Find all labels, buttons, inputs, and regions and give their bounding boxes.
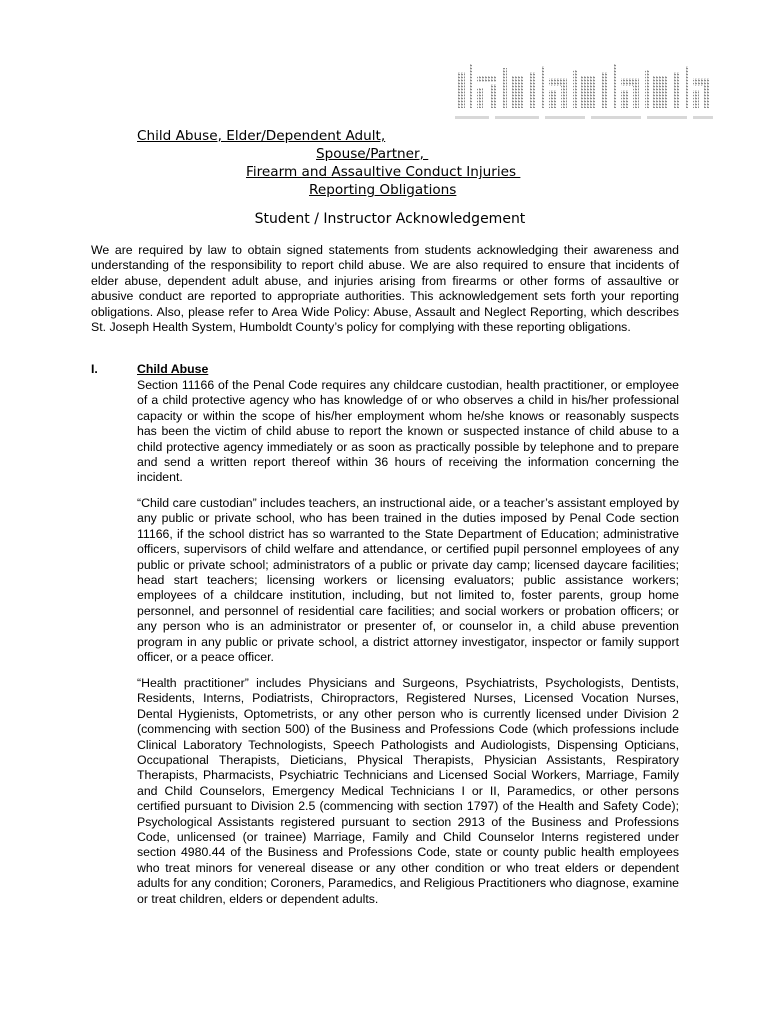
document-subtitle: Student / Instructor Acknowledgement <box>254 211 526 227</box>
title-line-1: Child Abuse, Elder/Dependent Adult, <box>137 128 386 144</box>
section-heading: Child Abuse <box>137 362 209 376</box>
section-paragraph-2: “Child care custodian” includes teachers, an instructional aide, or a teacher’s assistant employed by any public or private school, who has been trained in the duties imposed by Penal Code section 11166, if the school district has so warranted to the State Department of Education; administrative officers, supervisors of child welfare and attendance, or certified pupil personnel employees of any public or private school; administrators of a public or private day camp; licensed daycare facilities; head start teachers; licensing workers or licensing evaluators; public assistance workers; employees of a childcare institution, including, but not limited to, foster parents, group home personnel, and personnel of residential care facilities; and social workers or probation officers; or any person who is an administrator or presenter of, or counselor in, a child abuse prevention program in any public or private school, a district attorney investigator, inspector or family support officer, or a peace officer. <box>137 496 679 665</box>
title-line-3: Firearm and Assaultive Conduct Injuries <box>246 164 521 180</box>
intro-paragraph: We are required by law to obtain signed statements from students acknowledging their awareness and understanding of the responsibility to report child abuse. We are also required to ensure that incidents of elder abuse, dependent adult abuse, and injuries arising from firearms or other forms of assaultive or abusive conduct are reported to appropriate authorities. This acknowledgement sets forth your reporting obligations. Also, please refer to Area Wide Policy: Abuse, Assault and Neglect Reporting, which describes St. Joseph Health System, Humboldt County’s policy for complying with these reporting obligations. <box>91 243 679 335</box>
section-paragraph-1: Section 11166 of the Penal Code requires any childcare custodian, health practitioner, or employee of a child protective agency who has knowledge of or who observes a child in his/her professional capacity or within the scope of his/her employment whom he/she knows or reasonably suspects has been the victim of child abuse to report the known or suspected instance of child abuse to a child protective agency immediately or as soon as practically possible by telephone and to prepare and send a written report thereof within 36 hours of receiving the information concerning the incident. <box>137 378 679 485</box>
title-line-4: Reporting Obligations <box>309 182 457 198</box>
section-paragraph-3: “Health practitioner” includes Physicians and Surgeons, Psychiatrists, Psychologists, Dentists, Residents, Interns, Podiatrists, Chiropractors, Registered Nurses, Licensed Vocation Nurses, Dental Hygienists, Optometrists, or any other person who is currently licensed under Division 2 (commencing with section 500) of the Business and Professions Code (which professions include Clinical Laboratory Technologists, Speech Pathologists and Audiologists, Dispensing Opticians, Occupational Therapists, Dieticians, Physical Therapists, Physician Assistants, Respiratory Therapists, Pharmacists, Psychiatric Technicians and Licensed Social Workers, Marriage, Family and Child Counselors, Emergency Medical Technicians I or II, Paramedics, or other persons certified pursuant to Division 2.5 (commencing with section 1797) of the Health and Safety Code); Psychological Assistants registered pursuant to section 2913 of the Business and Professions Code, unlicensed (or trainee) Marriage, Family and Child Counselor Interns registered under section 4980.44 of the Business and Professions Code, state or county public health employees who treat minors for venereal disease or any other condition or who treat elders or dependent adults for any condition; Coroners, Paramedics, and Religious Practitioners who diagnose, examine or treat children, elders or dependent adults. <box>137 676 679 906</box>
st-joseph-health-system-logo-icon <box>455 62 713 122</box>
title-line-2: Spouse/Partner, <box>316 146 429 162</box>
section-number: I. <box>91 362 98 376</box>
